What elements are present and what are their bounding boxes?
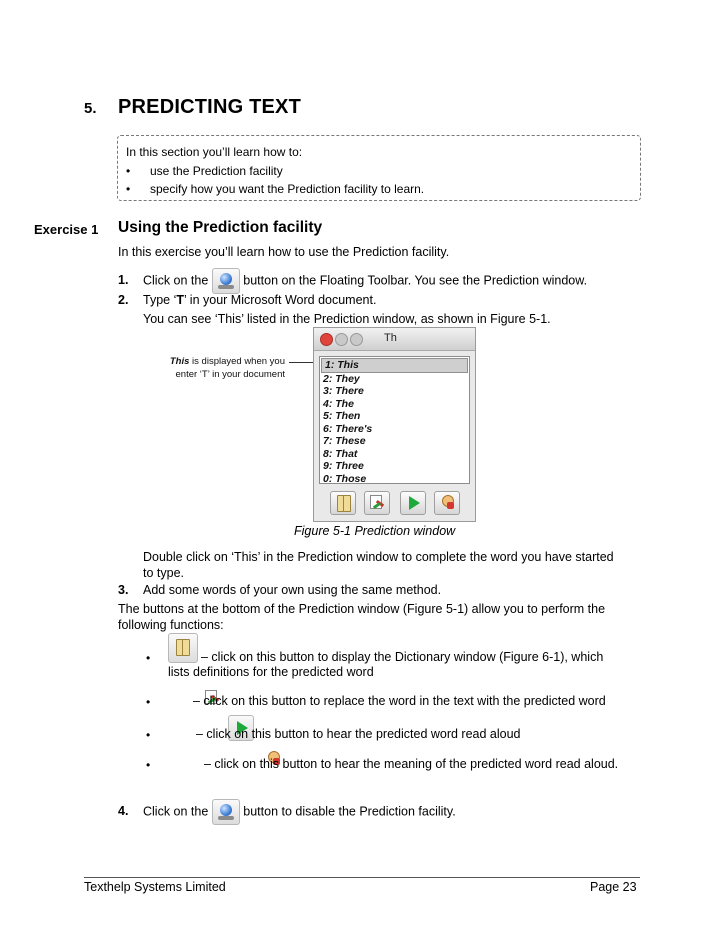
learn-bullet: • specify how you want the Prediction facility to learn. (126, 182, 425, 196)
speak-word-button[interactable] (400, 491, 426, 515)
prediction-toolbar-button[interactable] (212, 268, 240, 294)
learning-objectives-box (117, 135, 641, 201)
prediction-item[interactable]: 3: There (323, 385, 364, 397)
book-icon (337, 495, 351, 512)
dictionary-button-icon (168, 633, 198, 663)
after-figure-line-1: Double click on ‘This’ in the Prediction window to complete the word you have started (143, 550, 614, 564)
function-replace: – click on this button to replace the word in the text with the predicted word (193, 694, 606, 708)
buttons-intro-1: The buttons at the bottom of the Prediction window (Figure 5-1) allow you to perform the (118, 602, 606, 616)
minimize-icon[interactable] (335, 333, 348, 346)
window-title: Th (384, 332, 397, 344)
figure-caption: Figure 5-1 Prediction window (294, 524, 456, 538)
after-figure-line-2: to type. (143, 566, 184, 580)
prediction-item[interactable]: 2: They (323, 372, 360, 385)
play-icon (409, 496, 420, 510)
footer-rule (84, 877, 640, 878)
step-2-detail: You can see ‘This’ listed in the Prediction window, as shown in Figure 5-1. (143, 312, 551, 326)
step-2: 2. Type ‘T’ in your Microsoft Word document. (118, 293, 377, 307)
prediction-item[interactable]: 7: These (323, 435, 366, 447)
function-dictionary: – click on this button to display the Dictionary window (Figure 6-1), which (201, 650, 604, 664)
section-title: PREDICTING TEXT (118, 96, 302, 118)
prediction-item[interactable]: 8: That (323, 447, 358, 460)
function-bullet: • (146, 651, 151, 665)
function-speak-word: – click on this button to hear the predicted word read aloud (196, 727, 521, 741)
dictionary-button[interactable] (330, 491, 356, 515)
exercise-label: Exercise 1 (34, 222, 99, 237)
step-1: 1. Click on the button on the Floating Toolbar. You see the Prediction window. (118, 268, 587, 294)
buttons-intro-2: following functions: (118, 618, 224, 632)
function-dictionary-line-2: lists definitions for the predicted word (168, 665, 374, 679)
replace-icon (370, 495, 384, 510)
zoom-icon[interactable] (350, 333, 363, 346)
figure-callout: This is displayed when you enter ‘T’ in your document (169, 356, 285, 380)
function-bullet: • (146, 758, 151, 772)
globe-icon (220, 273, 232, 285)
speaking-head-icon (441, 495, 453, 510)
replace-word-button[interactable] (364, 491, 390, 515)
footer-company: Texthelp Systems Limited (84, 880, 226, 894)
prediction-item[interactable]: 5: Then (323, 410, 361, 422)
function-speak-meaning: – click on this button to hear the meaning of the predicted word read aloud. (204, 757, 619, 771)
learn-bullet: • use the Prediction facility (126, 164, 283, 178)
window-titlebar (314, 328, 475, 351)
prediction-item[interactable]: 6: There's (323, 422, 373, 435)
prediction-window (313, 327, 476, 522)
close-icon[interactable] (320, 333, 333, 346)
prediction-list (319, 356, 470, 484)
exercise-intro: In this exercise you’ll learn how to use the Prediction facility. (118, 245, 450, 259)
prediction-item-selected[interactable]: 1: This (321, 358, 468, 373)
exercise-title: Using the Prediction facility (118, 219, 323, 236)
step-4: 4. Click on the button to disable the Prediction facility. (118, 799, 456, 825)
prediction-item[interactable]: 4: The (323, 397, 354, 410)
step-3: 3. Add some words of your own using the same method. (118, 583, 442, 597)
globe-icon (220, 804, 232, 816)
learn-intro: In this section you’ll learn how to: (126, 145, 303, 159)
section-number: 5. (84, 100, 97, 117)
prediction-item[interactable]: 9: Three (323, 460, 364, 472)
function-bullet: • (146, 728, 151, 742)
speak-meaning-button[interactable] (434, 491, 460, 515)
function-bullet: • (146, 695, 151, 709)
footer-page-number: Page 23 (590, 880, 637, 894)
book-icon (176, 639, 190, 656)
prediction-item[interactable]: 0: Those (323, 472, 367, 485)
prediction-toolbar-button[interactable] (212, 799, 240, 825)
